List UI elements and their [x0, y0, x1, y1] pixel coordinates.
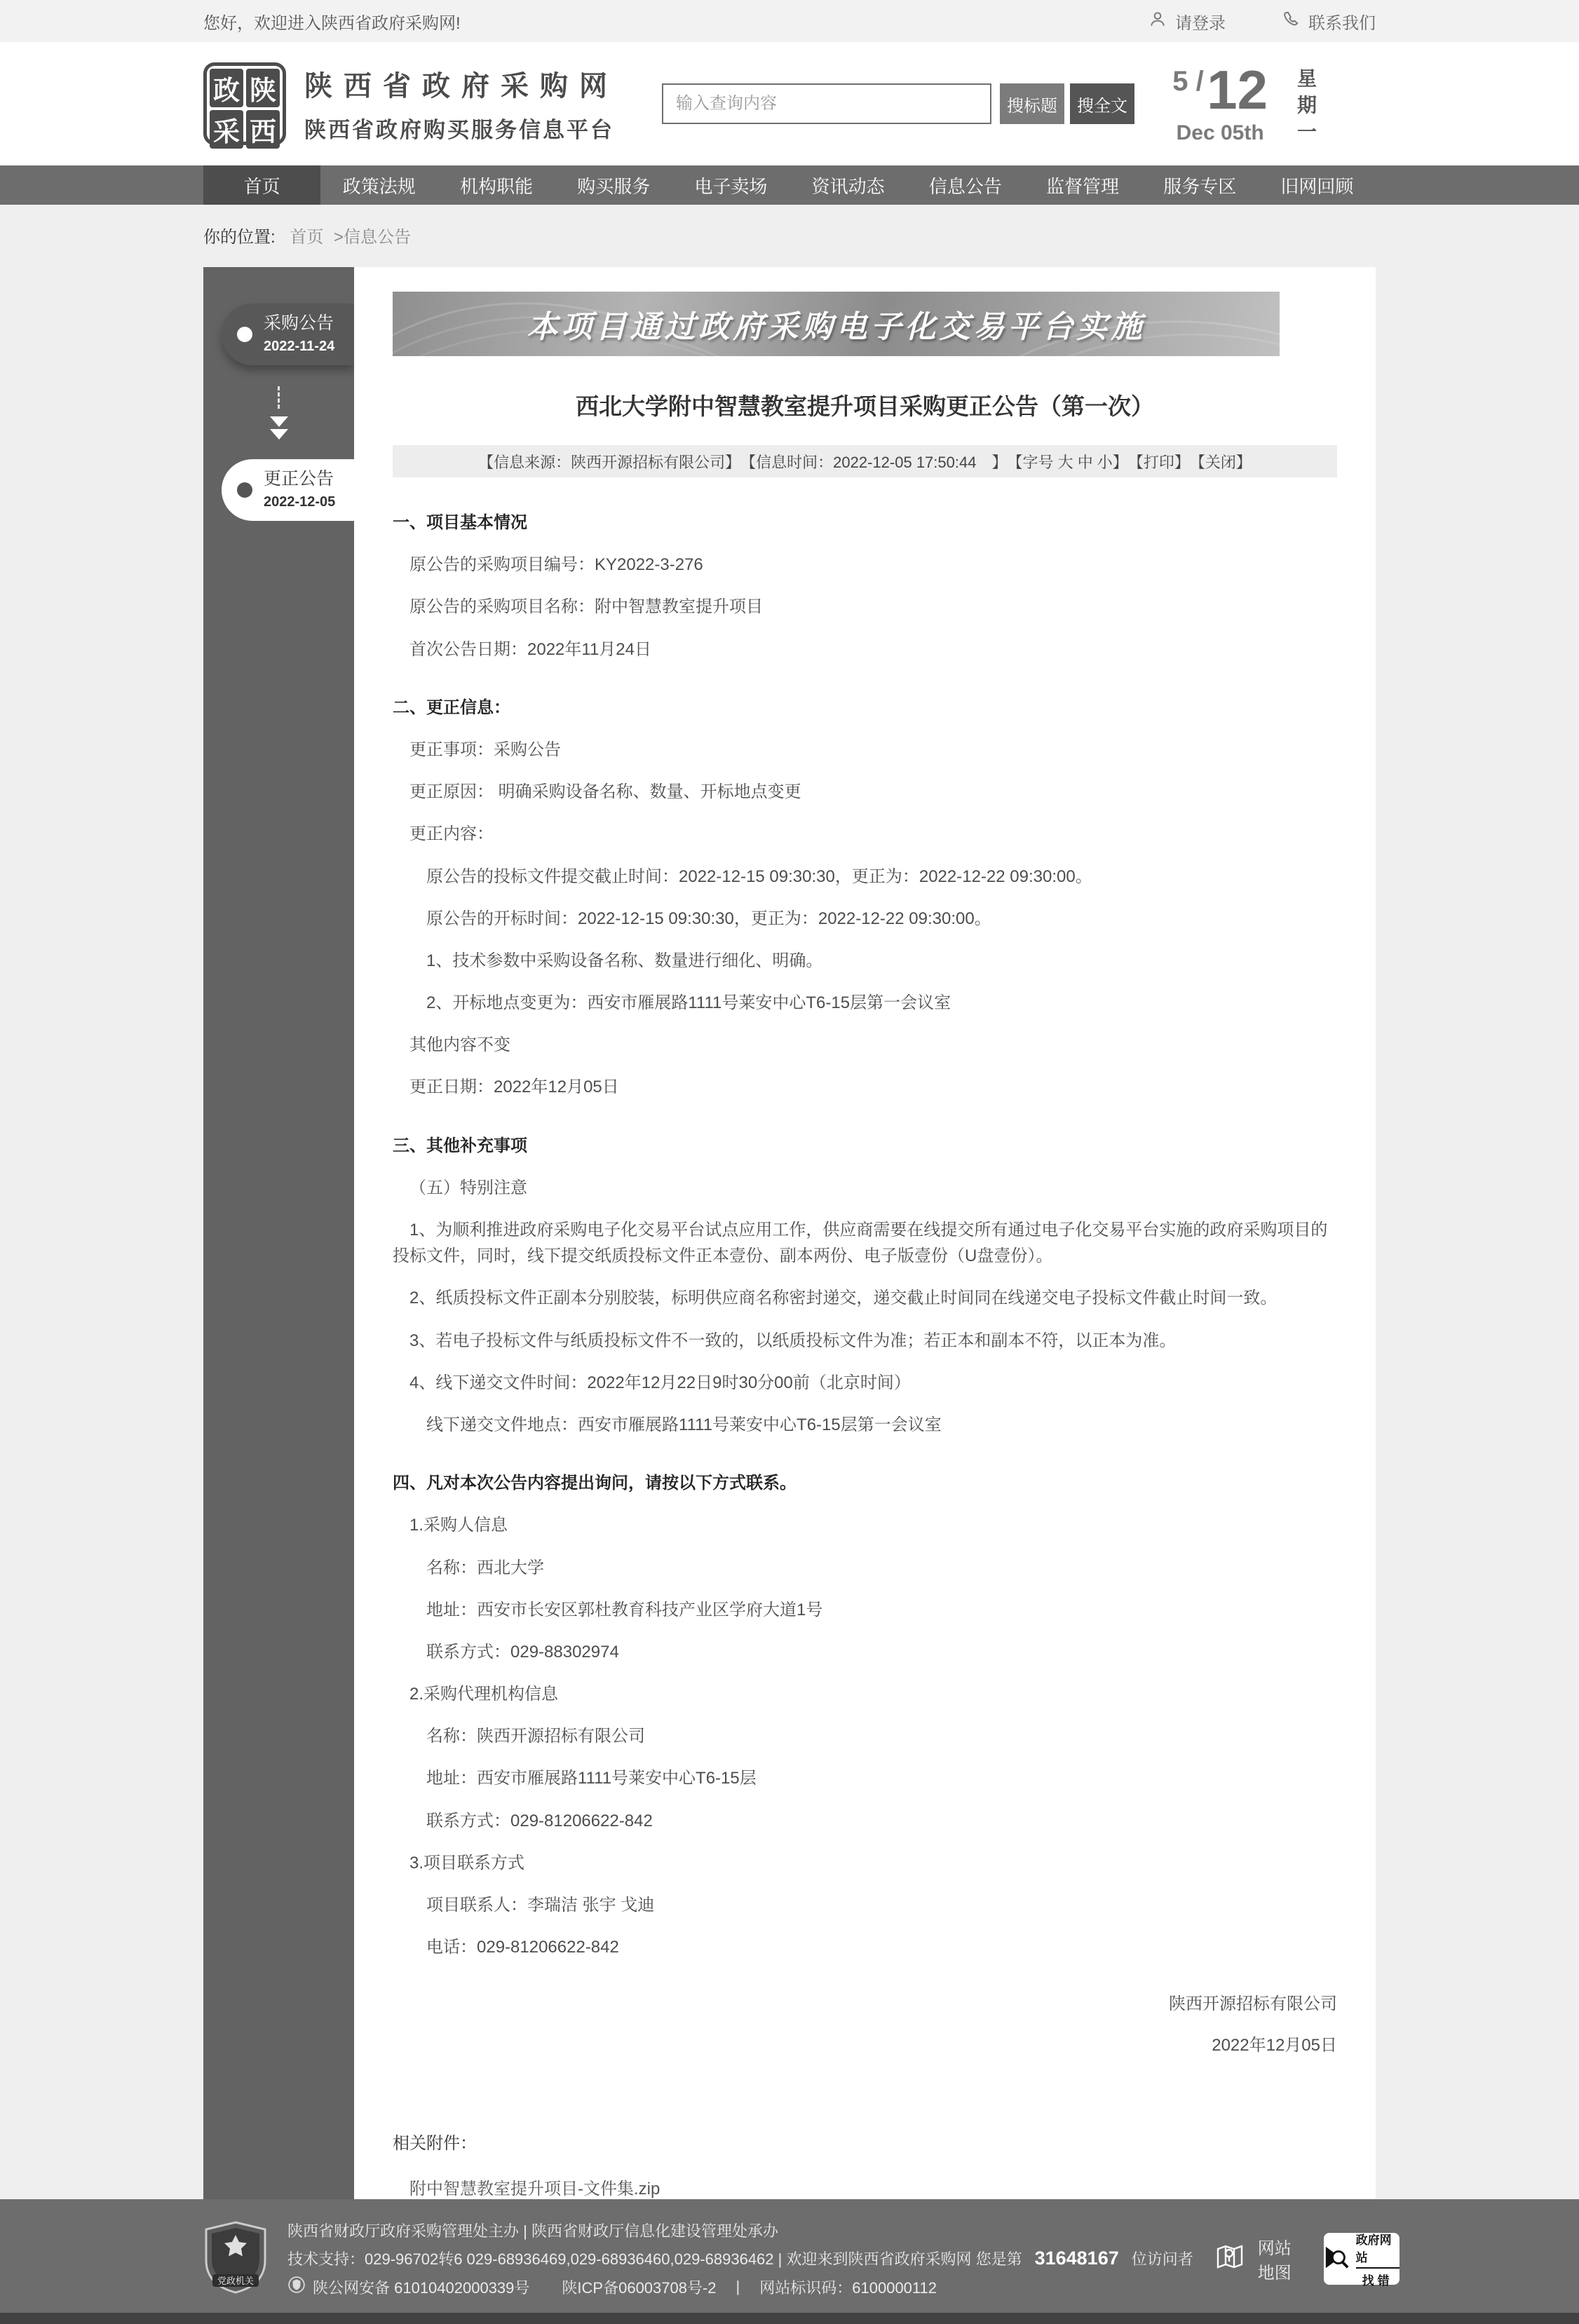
section-heading: 三、其他补充事项 — [393, 1136, 527, 1155]
logo-char: 西 — [246, 110, 280, 149]
body-paragraph: 更正内容： — [409, 824, 494, 844]
arrow-down-icon — [203, 386, 354, 440]
sidebar-item-date: 2022-11-24 — [264, 338, 335, 354]
body-paragraph: 其他内容不变 — [409, 1035, 510, 1055]
sitemap-link[interactable] — [1213, 2234, 1299, 2283]
body-paragraph: 联系方式：029-81206622-842 — [426, 1811, 653, 1830]
timeline-dot-icon — [237, 327, 252, 342]
signature-date: 2022年12月05日 — [1212, 2036, 1337, 2055]
nav-item-news[interactable]: 资讯动态 — [811, 175, 885, 197]
search-fulltext-button[interactable]: 搜全文 — [1070, 83, 1134, 124]
sitemap-label: 网站地图 — [1257, 2239, 1292, 2283]
body-paragraph: 原公告的投标文件提交截止时间：2022-12-15 09:30:30，更正为：2022-12-22 09:30:00。 — [426, 867, 1092, 886]
body-paragraph: 1.采购人信息 — [409, 1516, 508, 1535]
body-paragraph: 联系方式：029-88302974 — [426, 1642, 619, 1662]
body-paragraph: 项目联系人：李瑞洁 张宇 戈迪 — [426, 1896, 655, 1915]
body-paragraph: 更正原因： 明确采购设备名称、数量、开标地点变更 — [409, 782, 801, 802]
body-paragraph: 地址：西安市长安区郭杜教育科技产业区学府大道1号 — [426, 1600, 823, 1619]
sidebar-item-date: 2022-12-05 — [264, 494, 336, 510]
body-paragraph: 3.项目联系方式 — [409, 1853, 525, 1873]
site-name: 陕西省政府采购网 — [304, 71, 618, 102]
date-month: 5 / — [1172, 66, 1204, 97]
nav-item-e-mall[interactable]: 电子卖场 — [694, 175, 768, 197]
top-bar — [0, 0, 1579, 42]
body-paragraph: 名称：陕西开源招标有限公司 — [426, 1727, 645, 1746]
party-gov-emblem — [203, 2221, 268, 2297]
body-paragraph: 1、为顺利推进政府采购电子化交易平台试点应用工作，供应商需要在线提交所有通过电子化交易平台实施的政府采购项目的投标文件，同时，线下提交纸质投标文件正本壹份、副本两份、电子版壹份（U盘壹份）。 — [393, 1221, 1328, 1266]
contact-link[interactable] — [1282, 9, 1376, 34]
banner-text: 本项目通过政府采购电子化交易平台实施 — [527, 310, 1146, 344]
body-paragraph: 更正事项：采购公告 — [409, 740, 561, 759]
date-english: Dec 05th — [1176, 121, 1264, 145]
announcement-timeline-sidebar — [203, 267, 354, 2199]
nav-item-policies[interactable]: 政策法规 — [342, 175, 416, 197]
visitor-count: 31648167 — [1034, 2248, 1119, 2269]
body-paragraph: 2、开标地点变更为：西安市雁展路1111号莱安中心T6-15层第一会议室 — [426, 993, 951, 1013]
attachment-link[interactable]: 附中智慧教室提升项目-文件集.zip — [409, 2180, 660, 2199]
site-header — [0, 42, 1579, 165]
body-paragraph: （五）特别注意 — [409, 1178, 527, 1197]
search-bar — [662, 83, 1134, 124]
sidebar-item-procurement-notice[interactable] — [222, 304, 354, 365]
article-meta-bar — [393, 445, 1337, 477]
error-report-badge[interactable] — [1324, 2233, 1400, 2288]
user-icon — [1148, 10, 1167, 33]
nav-item-service-zone[interactable]: 服务专区 — [1163, 175, 1237, 197]
logo-char: 采 — [210, 110, 243, 149]
footer-registration-line — [287, 2276, 1193, 2298]
logo-char: 政 — [210, 69, 243, 107]
signature-block — [393, 1990, 1337, 2055]
attachments-label: 相关附件： — [393, 2134, 477, 2154]
search-title-button[interactable]: 搜标题 — [1000, 83, 1064, 124]
breadcrumb-current: >信息公告 — [334, 228, 412, 247]
body-paragraph: 1、技术参数中采购设备名称、数量进行细化、明确。 — [426, 951, 823, 970]
footer-bottom-strip — [0, 2313, 1579, 2324]
nav-item-announcements[interactable]: 信息公告 — [928, 175, 1002, 197]
meta-source: 【信息来源：陕西开源招标有限公司】 — [478, 453, 741, 471]
err-badge-line2: 找错 — [1362, 2274, 1393, 2288]
body-paragraph: 电话：029-81206622-842 — [426, 1938, 619, 1957]
err-badge-line1: 政府网站 — [1356, 2230, 1400, 2269]
print-button[interactable]: 【打印】 — [1127, 453, 1190, 471]
main-nav — [0, 165, 1579, 205]
body-paragraph: 名称：西北大学 — [426, 1558, 544, 1577]
article-body — [393, 510, 1337, 1960]
footer-divider: | — [736, 2278, 740, 2296]
nav-item-home[interactable]: 首页 — [203, 165, 320, 205]
body-paragraph: 2、纸质投标文件正副本分别胶装，标明供应商名称密封递交，递交截止时间同在线递交电子投标文件截止时间一致。 — [409, 1289, 1278, 1308]
article-title: 西北大学附中智慧教室提升项目采购更正公告（第一次） — [576, 393, 1154, 419]
emblem-label: 党政机关 — [217, 2275, 255, 2286]
body-paragraph: 首次公告日期：2022年11月24日 — [409, 639, 651, 659]
breadcrumb-label: 你的位置: — [203, 228, 276, 247]
signature-company: 陕西开源招标有限公司 — [1169, 1995, 1337, 2014]
timeline-dot-icon — [237, 482, 252, 498]
nav-item-supervision[interactable]: 监督管理 — [1046, 175, 1120, 197]
body-paragraph: 4、线下递交文件时间：2022年12月22日9时30分00前（北京时间） — [409, 1373, 911, 1392]
login-link[interactable] — [1148, 9, 1226, 34]
site-footer — [0, 2199, 1579, 2313]
section-heading: 一、项目基本情况 — [393, 513, 527, 532]
footer-support-text: 技术支持：029-96702转6 029-68936469,029-68936460,029-68936462 | 欢迎来到陕西省政府采购网 您是第 — [287, 2250, 1022, 2269]
login-label: 请登录 — [1175, 13, 1226, 33]
body-paragraph: 原公告的采购项目名称：附中智慧教室提升项目 — [409, 597, 763, 617]
sidebar-item-title: 更正公告 — [264, 469, 334, 489]
platform-banner — [393, 292, 1280, 356]
close-button[interactable]: 【关闭】 — [1189, 453, 1252, 471]
nav-item-old-site[interactable]: 旧网回顾 — [1280, 175, 1354, 197]
icp-filing[interactable]: 陕ICP备06003708号-2 — [562, 2278, 717, 2297]
body-paragraph: 原公告的开标时间：2022-12-15 09:30:30，更正为：2022-12-22 09:30:00。 — [426, 909, 991, 928]
body-paragraph: 线下递交文件地点：西安市雁展路1111号莱安中心T6-15层第一会议室 — [426, 1415, 942, 1434]
visitor-suffix: 位访问者 — [1131, 2250, 1193, 2269]
breadcrumb — [203, 205, 1376, 267]
body-paragraph: 地址：西安市雁展路1111号莱安中心T6-15层 — [426, 1769, 757, 1788]
breadcrumb-home-link[interactable]: 首页 — [290, 228, 324, 247]
welcome-text: 您好，欢迎进入陕西省政府采购网! — [203, 13, 461, 33]
police-badge-icon — [287, 2276, 306, 2298]
magnifier-flag-icon — [1324, 2244, 1350, 2274]
sidebar-item-correction-notice[interactable] — [222, 459, 354, 521]
nav-item-functions[interactable]: 机构职能 — [460, 175, 534, 197]
site-logo[interactable] — [203, 62, 618, 145]
logo-char: 陕 — [246, 69, 280, 107]
map-icon — [1213, 2240, 1247, 2278]
meta-time: 【信息时间：2022-12-05 17:50:44 】 — [740, 453, 1008, 471]
body-paragraph: 原公告的采购项目编号：KY2022-3-276 — [409, 555, 703, 575]
date-weekday: 星期一 — [1295, 68, 1317, 148]
nav-item-purchase-services[interactable]: 购买服务 — [577, 175, 651, 197]
footer-organizer-line: 陕西省财政厅政府采购管理处主办 | 陕西省财政厅信息化建设管理处承办 — [287, 2222, 778, 2241]
site-subtitle: 陕西省政府购买服务信息平台 — [304, 118, 614, 142]
font-size-controls[interactable]: 【字号 大 中 小】 — [1007, 453, 1128, 471]
search-input[interactable] — [662, 83, 991, 124]
body-paragraph: 2.采购代理机构信息 — [409, 1685, 559, 1704]
section-heading: 四、凡对本次公告内容提出询问，请按以下方式联系。 — [393, 1474, 797, 1493]
date-widget — [1172, 60, 1376, 148]
article-panel — [354, 267, 1376, 2199]
contact-label: 联系我们 — [1308, 13, 1376, 33]
logo-mark — [203, 62, 286, 145]
site-identification-code: 网站标识码：6100000112 — [759, 2278, 937, 2297]
phone-icon — [1282, 10, 1300, 33]
public-security-filing[interactable]: 陕公网安备 61010402000339号 — [313, 2278, 530, 2297]
body-paragraph: 3、若电子投标文件与纸质投标文件不一致的，以纸质投标文件为准；若正本和副本不符，以正本为准。 — [409, 1331, 1177, 1350]
body-paragraph: 更正日期：2022年12月05日 — [409, 1078, 619, 1097]
sidebar-item-title: 采购公告 — [264, 313, 334, 334]
date-day: 12 — [1207, 59, 1268, 121]
section-heading: 二、更正信息： — [393, 698, 510, 717]
footer-support-line — [287, 2248, 1193, 2269]
